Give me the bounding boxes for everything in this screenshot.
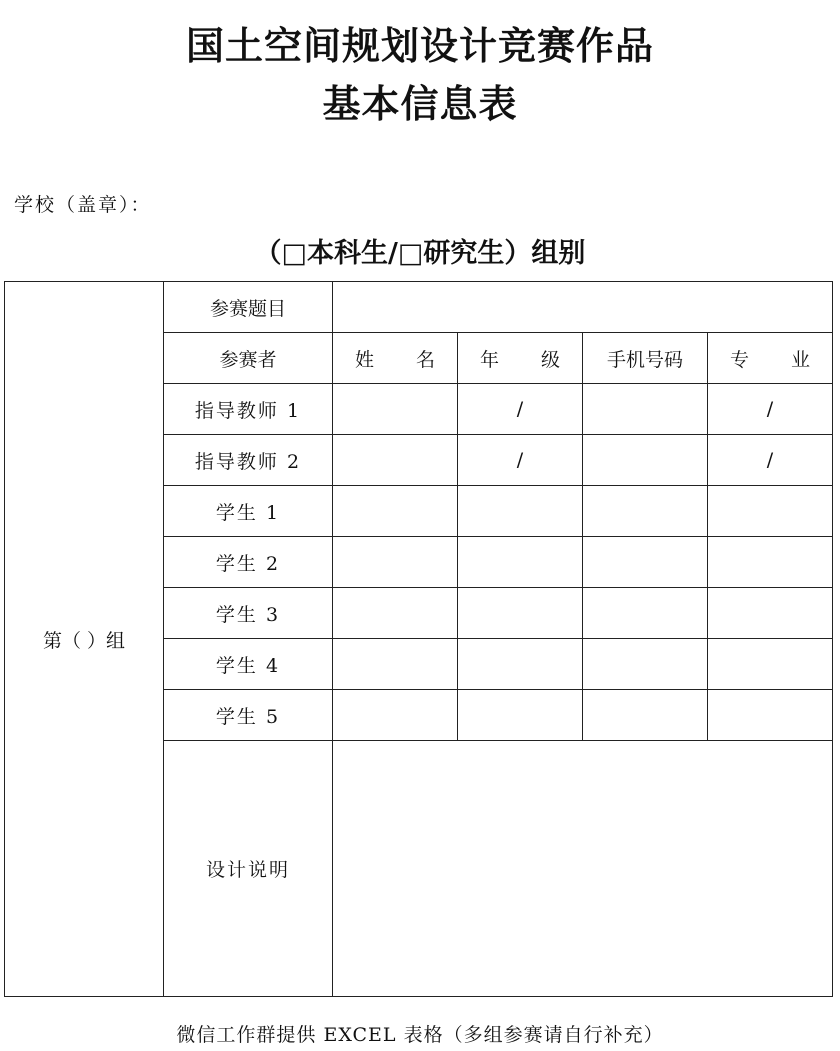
topic-label: 参赛题目: [209, 297, 286, 320]
header-major-char2: 业: [790, 348, 810, 371]
grade-cell: /: [458, 435, 583, 486]
major-input-cell[interactable]: [708, 639, 833, 690]
group-category-label: （□本科生/□研究生）组别: [254, 238, 586, 269]
phone-input-cell[interactable]: [583, 639, 708, 690]
header-phone-label: 手机号码: [606, 348, 683, 371]
phone-input-cell[interactable]: [583, 486, 708, 537]
group-number-label: 第（ ）组: [42, 629, 126, 652]
name-input-cell[interactable]: [333, 537, 458, 588]
row-label: 学生 5: [164, 690, 333, 741]
grade-input-cell[interactable]: [458, 588, 583, 639]
major-input-cell[interactable]: [708, 486, 833, 537]
grade-input-cell[interactable]: [458, 639, 583, 690]
header-grade-char2: 级: [540, 348, 560, 371]
header-name: [333, 333, 458, 384]
row-label: 学生 1: [164, 486, 333, 537]
participants-label-cell: [164, 333, 333, 384]
header-major: [708, 333, 833, 384]
header-major-char1: 专: [730, 348, 750, 371]
topic-label-cell: [164, 282, 333, 333]
phone-input-cell[interactable]: [583, 435, 708, 486]
grade-input-cell[interactable]: [458, 486, 583, 537]
header-grade-char1: 年: [480, 348, 500, 371]
row-label: 学生 3: [164, 588, 333, 639]
header-name-char1: 姓: [355, 348, 375, 371]
phone-input-cell[interactable]: [583, 384, 708, 435]
grade-input-cell[interactable]: [458, 537, 583, 588]
header-phone: [583, 333, 708, 384]
major-cell: /: [708, 384, 833, 435]
document-title-line1: 国土空间规划设计竞赛作品: [185, 23, 654, 68]
info-table: [4, 281, 833, 997]
topic-input-cell[interactable]: [333, 282, 833, 333]
design-description-input[interactable]: [333, 741, 833, 997]
name-input-cell[interactable]: [333, 486, 458, 537]
design-description-label: 设计说明: [164, 741, 333, 997]
major-input-cell[interactable]: [708, 690, 833, 741]
group-number-cell[interactable]: [5, 282, 164, 997]
row-label: 指导教师 2: [164, 435, 333, 486]
name-input-cell[interactable]: [333, 639, 458, 690]
name-input-cell[interactable]: [333, 588, 458, 639]
document-title-line2: 基本信息表: [322, 81, 518, 126]
row-label: 指导教师 1: [164, 384, 333, 435]
major-input-cell[interactable]: [708, 537, 833, 588]
school-seal-label: 学校（盖章）：: [14, 194, 152, 216]
grade-input-cell[interactable]: [458, 690, 583, 741]
participants-label: 参赛者: [219, 348, 277, 371]
row-label: 学生 4: [164, 639, 333, 690]
header-grade: [458, 333, 583, 384]
major-cell: /: [708, 435, 833, 486]
name-input-cell[interactable]: [333, 435, 458, 486]
row-label: 学生 2: [164, 537, 333, 588]
footer-note: 微信工作群提供 EXCEL 表格（多组参赛请自行补充）: [176, 1024, 664, 1046]
grade-cell: /: [458, 384, 583, 435]
major-input-cell[interactable]: [708, 588, 833, 639]
phone-input-cell[interactable]: [583, 690, 708, 741]
phone-input-cell[interactable]: [583, 537, 708, 588]
name-input-cell[interactable]: [333, 690, 458, 741]
phone-input-cell[interactable]: [583, 588, 708, 639]
header-name-char2: 名: [415, 348, 435, 371]
name-input-cell[interactable]: [333, 384, 458, 435]
